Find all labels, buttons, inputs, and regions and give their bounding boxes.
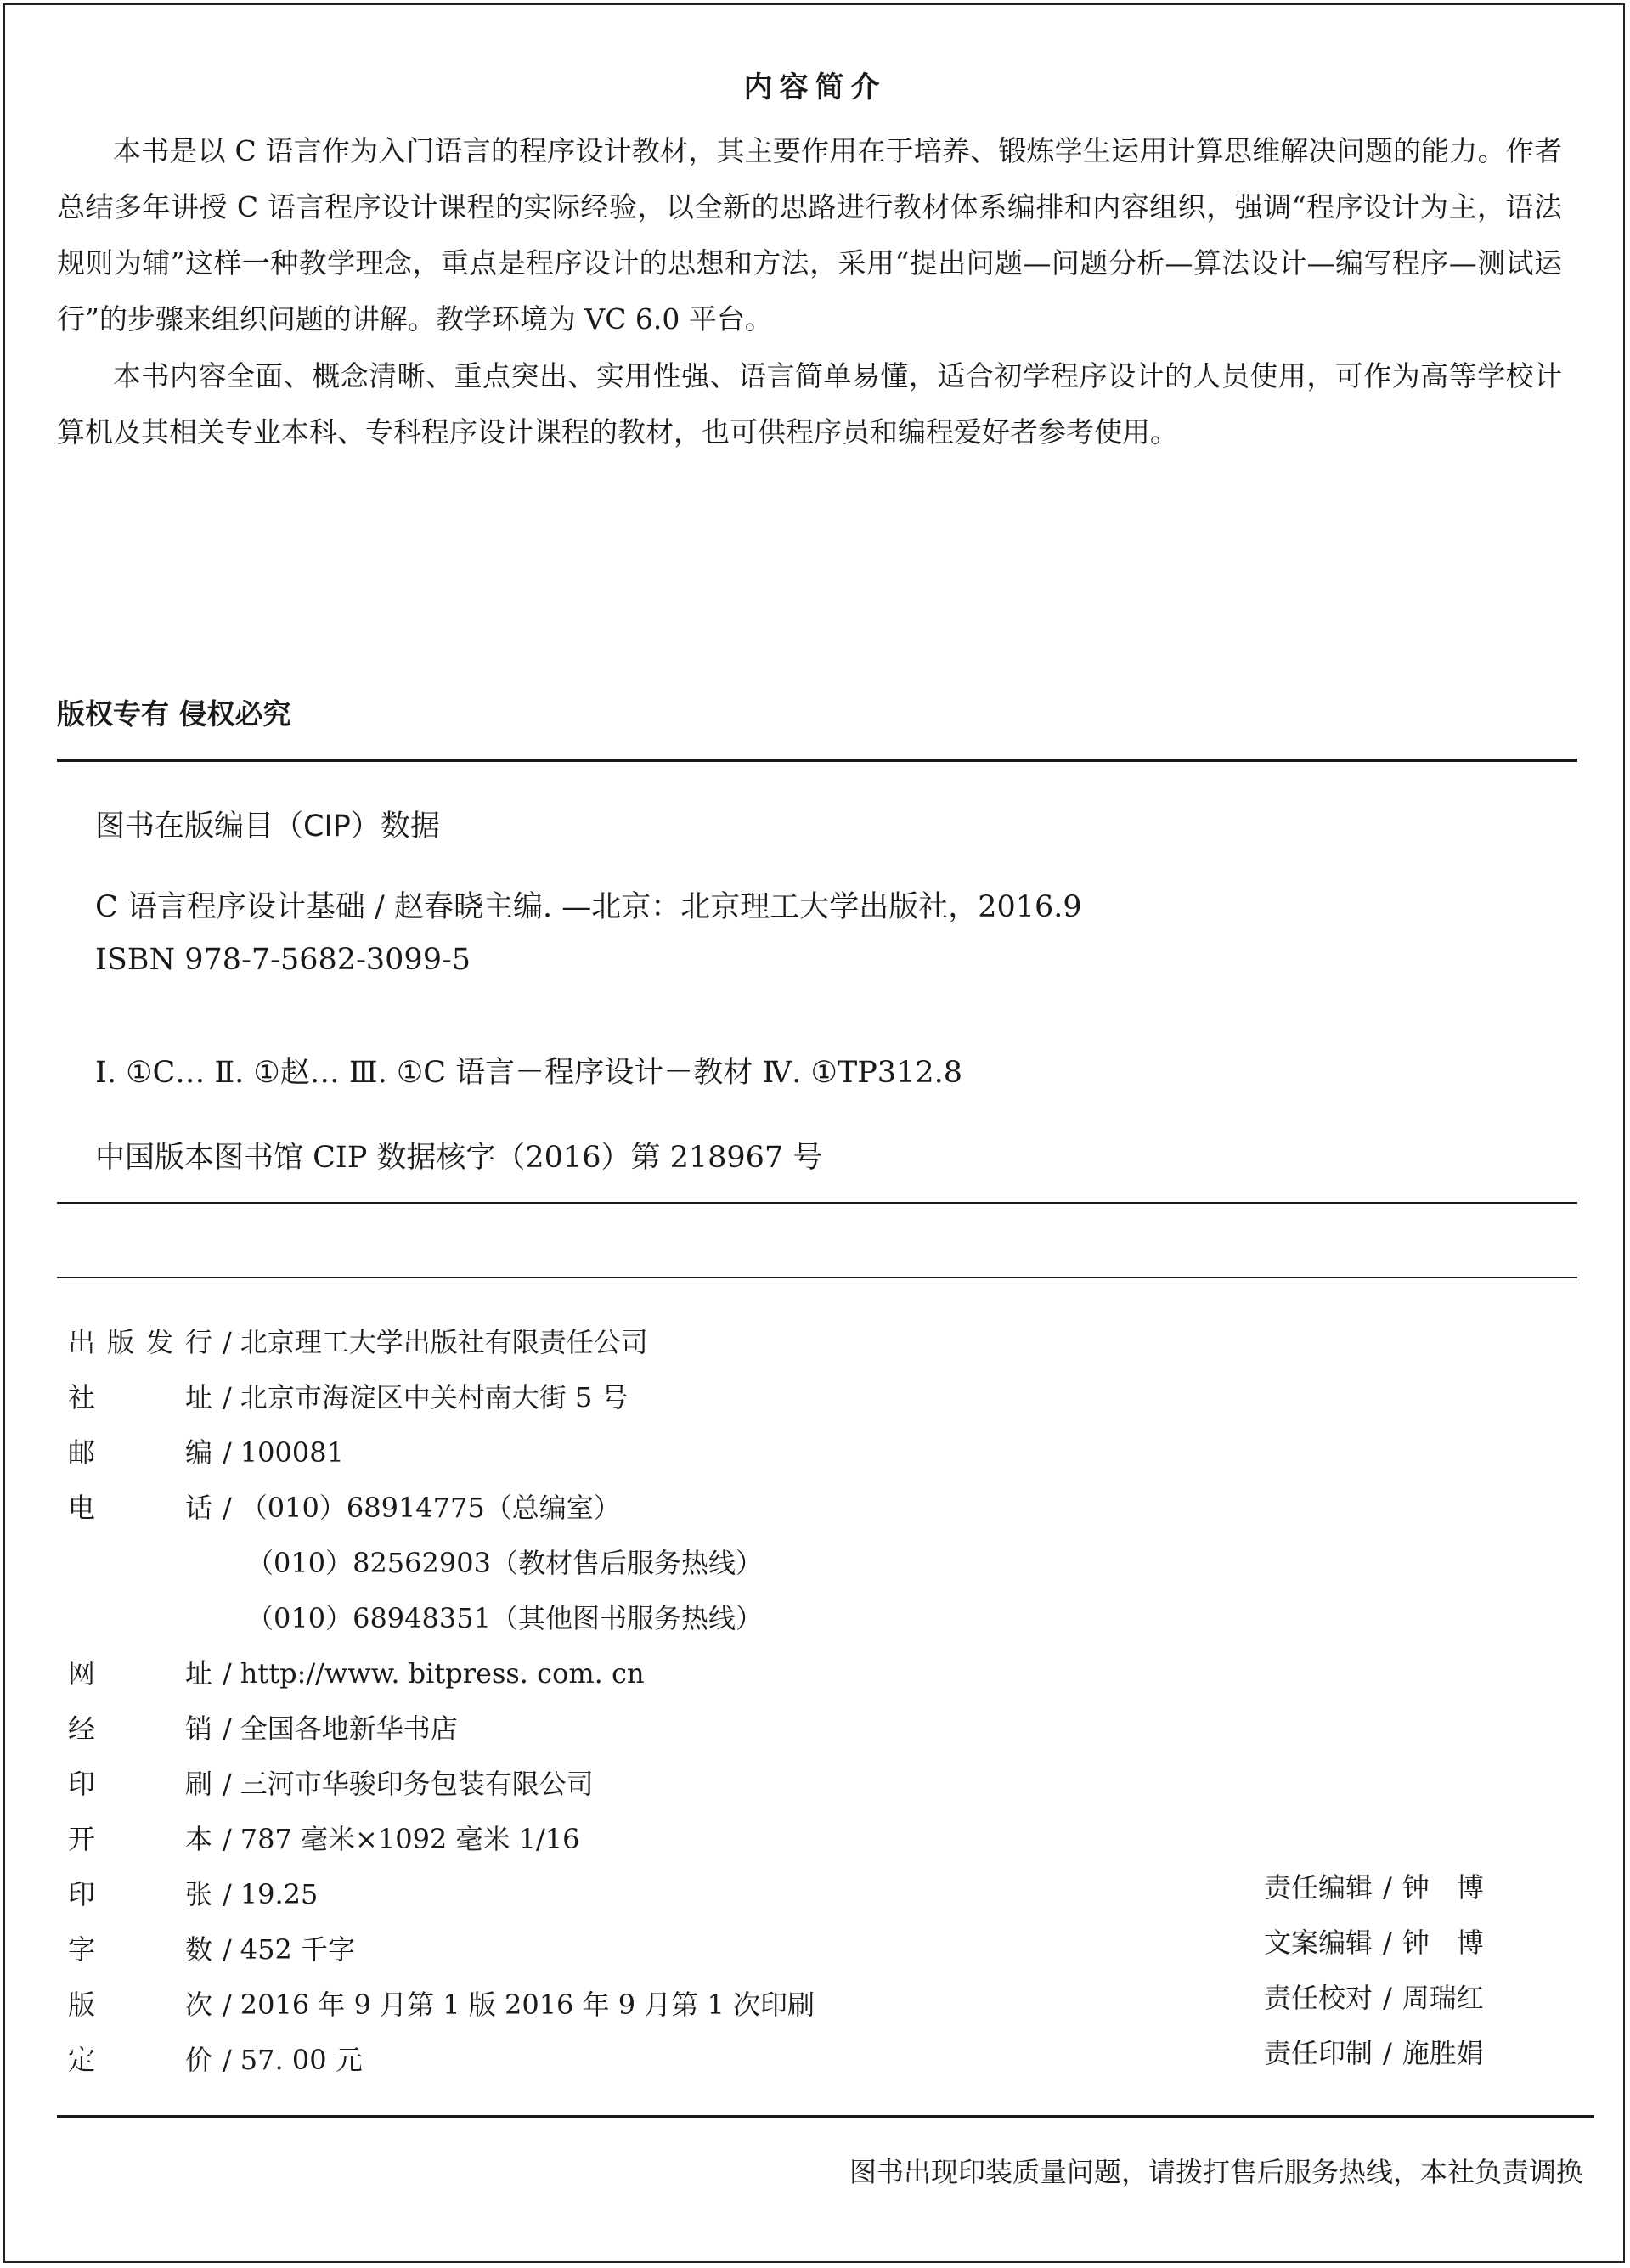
footer-note: 图书出现印装质量问题，请拨打售后服务热线，本社负责调换 bbox=[849, 2156, 1583, 2188]
pub-label: 字数 bbox=[68, 1933, 212, 1966]
staff-row bbox=[1264, 1921, 1484, 1964]
pub-value: 19.25 bbox=[240, 1878, 319, 1910]
separator: / bbox=[223, 2044, 232, 2076]
separator: / bbox=[1383, 2037, 1392, 2069]
pub-value: 北京市海淀区中关村南大街 5 号 bbox=[240, 1381, 629, 1413]
separator: / bbox=[223, 1492, 232, 1524]
pub-value: 2016 年 9 月第 1 版 2016 年 9 月第 1 次印刷 bbox=[240, 1989, 815, 2021]
intro-paragraph-1: 本书是以 C 语言作为入门语言的程序设计教材，其主要作用在于培养、锻炼学生运用计算思维解决问题的能力。作者总结多年讲授 C 语言程序设计课程的实际经验，以全新的思路进行教材体系编排和内容组织，强调“程序设计为主，语法规则为辅”这样一种教学理念，重点是程序设计的思想和方法，采用“提出问题—问题分析—算法设计—编写程序—测试运行”的步骤来组织问题的讲解。教学环境为 VC 6.0 平台。 bbox=[57, 134, 1562, 336]
pub-row-postcode bbox=[68, 1431, 344, 1474]
pub-label: 社址 bbox=[68, 1381, 212, 1413]
divider bbox=[57, 759, 1577, 762]
staff-role: 责任印制 bbox=[1264, 2037, 1373, 2069]
pub-row-printer bbox=[68, 1763, 594, 1805]
staff-role: 责任校对 bbox=[1264, 1982, 1373, 2014]
pub-value: 100081 bbox=[240, 1436, 344, 1469]
pub-value: http://www. bitpress. com. cn bbox=[240, 1657, 645, 1690]
staff-row bbox=[1264, 1866, 1484, 1909]
separator: / bbox=[1383, 1871, 1392, 1904]
pub-row-edition bbox=[68, 1983, 815, 2026]
pub-label: 电话 bbox=[68, 1492, 212, 1524]
divider bbox=[57, 1202, 1577, 1204]
separator: / bbox=[223, 1878, 232, 1910]
pub-label: 邮编 bbox=[68, 1436, 212, 1469]
pub-row-price bbox=[68, 2039, 363, 2081]
cip-record-number: 中国版本图书馆 CIP 数据核字（2016）第 218967 号 bbox=[95, 1141, 823, 1175]
pub-row-address bbox=[68, 1376, 629, 1419]
separator: / bbox=[223, 1823, 232, 1855]
separator: / bbox=[1383, 1927, 1392, 1959]
divider bbox=[57, 1277, 1577, 1278]
separator: / bbox=[223, 1326, 232, 1358]
staff-row bbox=[1264, 1977, 1484, 2019]
staff-name: 钟 博 bbox=[1402, 1871, 1484, 1904]
pub-phone-extra: （010）82562903（教材售后服务热线） bbox=[246, 1547, 763, 1579]
separator: / bbox=[223, 1989, 232, 2021]
staff-name: 钟 博 bbox=[1402, 1927, 1484, 1959]
separator: / bbox=[223, 1768, 232, 1800]
copyright-notice: 版权专有 侵权必究 bbox=[57, 697, 291, 731]
pub-label: 网址 bbox=[68, 1657, 212, 1690]
pub-row-phone bbox=[68, 1487, 621, 1529]
separator: / bbox=[223, 1381, 232, 1413]
pub-value: 全国各地新华书店 bbox=[240, 1712, 458, 1745]
pub-row-publisher bbox=[68, 1321, 648, 1363]
pub-row-website bbox=[68, 1652, 645, 1695]
separator: / bbox=[223, 1657, 232, 1690]
pub-label: 印刷 bbox=[68, 1768, 212, 1800]
cip-book-info: C 语言程序设计基础 / 赵春晓主编. —北京：北京理工大学出版社，2016.9 bbox=[95, 890, 1082, 924]
intro-title: 内容简介 bbox=[743, 71, 887, 104]
pub-value: 三河市华骏印务包装有限公司 bbox=[240, 1768, 594, 1800]
pub-row-sheets bbox=[68, 1873, 318, 1915]
cip-title: 图书在版编目（CIP）数据 bbox=[95, 810, 440, 843]
separator: / bbox=[1383, 1982, 1392, 2014]
pub-label: 版次 bbox=[68, 1989, 212, 2021]
pub-value: 57. 00 元 bbox=[240, 2044, 363, 2076]
staff-name: 施胜娟 bbox=[1402, 2037, 1484, 2069]
pub-value: 787 毫米×1092 毫米 1/16 bbox=[240, 1823, 580, 1855]
divider bbox=[57, 2115, 1594, 2118]
pub-label: 开本 bbox=[68, 1823, 212, 1855]
staff-row bbox=[1264, 2032, 1484, 2074]
pub-row-distributor bbox=[68, 1707, 458, 1750]
staff-role: 文案编辑 bbox=[1264, 1927, 1373, 1959]
pub-row-wordcount bbox=[68, 1928, 355, 1971]
cip-classification: Ⅰ. ①C… Ⅱ. ①赵… Ⅲ. ①C 语言－程序设计－教材 Ⅳ. ①TP312.8 bbox=[95, 1056, 962, 1090]
staff-role: 责任编辑 bbox=[1264, 1871, 1373, 1904]
pub-value: 北京理工大学出版社有限责任公司 bbox=[240, 1326, 648, 1358]
pub-value: 452 千字 bbox=[240, 1933, 356, 1966]
cip-isbn: ISBN 978-7-5682-3099-5 bbox=[95, 943, 471, 977]
pub-row-format bbox=[68, 1818, 580, 1860]
pub-value: （010）68914775（总编室） bbox=[240, 1492, 621, 1524]
separator: / bbox=[223, 1933, 232, 1966]
pub-label: 经销 bbox=[68, 1712, 212, 1745]
separator: / bbox=[223, 1712, 232, 1745]
staff-name: 周瑞红 bbox=[1402, 1982, 1484, 2014]
pub-phone-extra: （010）68948351（其他图书服务热线） bbox=[246, 1602, 763, 1634]
separator: / bbox=[223, 1436, 232, 1469]
pub-label: 定价 bbox=[68, 2044, 212, 2076]
intro-paragraph-2: 本书内容全面、概念清晰、重点突出、实用性强、语言简单易懂，适合初学程序设计的人员使用，可作为高等学校计算机及其相关专业本科、专科程序设计课程的教材，也可供程序员和编程爱好者参考使用。 bbox=[57, 359, 1562, 449]
pub-label: 出版发行 bbox=[68, 1326, 212, 1358]
pub-label: 印张 bbox=[68, 1878, 212, 1910]
